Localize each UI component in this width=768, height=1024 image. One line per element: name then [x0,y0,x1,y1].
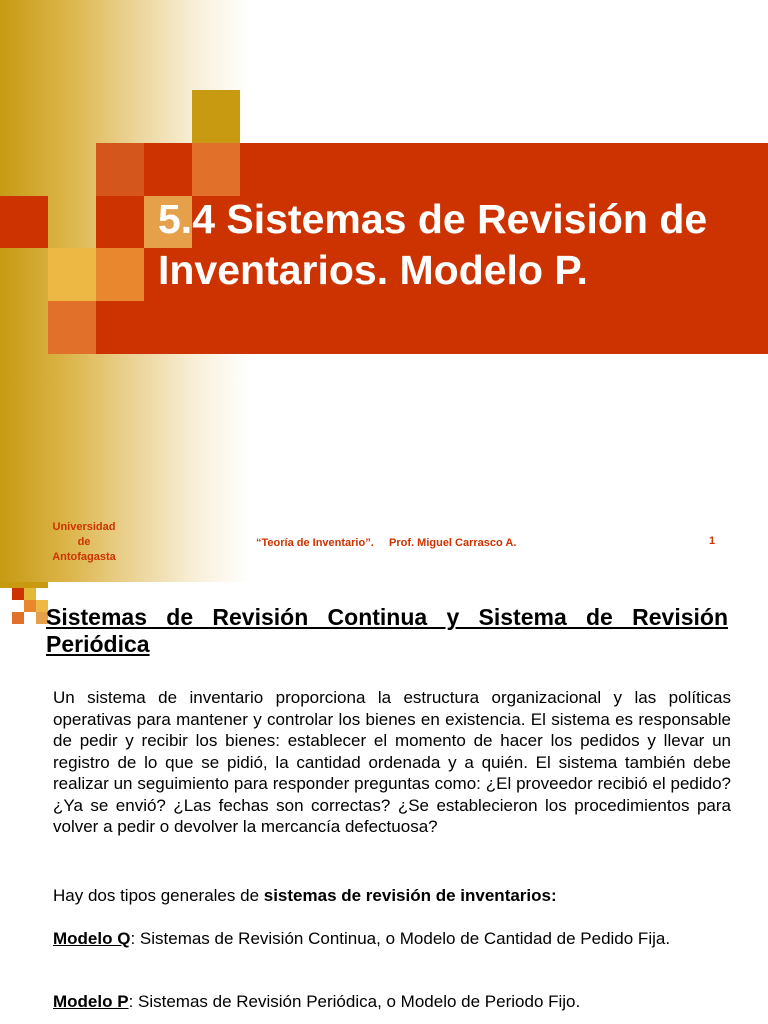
decor-square [48,301,96,354]
decor-square [12,588,24,600]
university-line: Universidad [52,521,116,533]
decor-square [24,588,36,600]
model-p-text: : Sistemas de Revisión Periódica, o Modelo de Periodo Fijo. [128,992,581,1011]
intro-paragraph: Un sistema de inventario proporciona la estructura organizacional y las políticas operativas para mantener y controlar los bienes en existencia. El sistema es responsable de pedir y recibir los bienes: establecer el momento de hacer los pedidos y llevar un registro de lo que se pidió, la cantidad ordenada y a quién. El sistema también debe realizar un seguimiento para responder preguntas como: ¿El proveedor recibió el pedido? ¿Ya se envió? ¿Las fechas son correctas? ¿Se establecieron los procedimientos para volver a pedir o devolver la mercancía defectuosa? [53,688,731,836]
content-slide [0,582,768,1024]
decor-square [192,90,240,143]
model-p-label: Modelo P [53,992,129,1011]
university-line: Antofagasta [52,551,116,563]
decor-square [0,196,48,248]
course-author-footer: “Teoría de Inventario”. Prof. Miguel Carrasco A. [256,537,517,549]
types-paragraph [53,885,731,907]
decor-square [48,248,96,301]
decor-square [24,600,36,612]
model-p-paragraph [53,991,731,1013]
slide-title: 5.4 Sistemas de Revisión de Inventarios. Modelo P. [158,196,708,293]
decor-square [96,143,144,196]
decor-square [192,143,240,196]
types-bold: sistemas de revisión de inventarios: [263,886,557,905]
model-q-paragraph [53,928,731,950]
page-number: 1 [709,535,716,547]
university-label [40,520,128,565]
model-q-text: : Sistemas de Revisión Continua, o Modelo de Cantidad de Pedido Fija. [130,929,671,948]
section-heading: Sistemas de Revisión Continua y Sistema de Revisión Periódica [46,604,728,657]
model-q-label: Modelo Q [53,929,131,948]
decor-square [12,612,24,624]
decor-square [96,248,144,301]
types-prefix: Hay dos tipos generales de [53,886,264,905]
university-line: de [77,536,91,548]
